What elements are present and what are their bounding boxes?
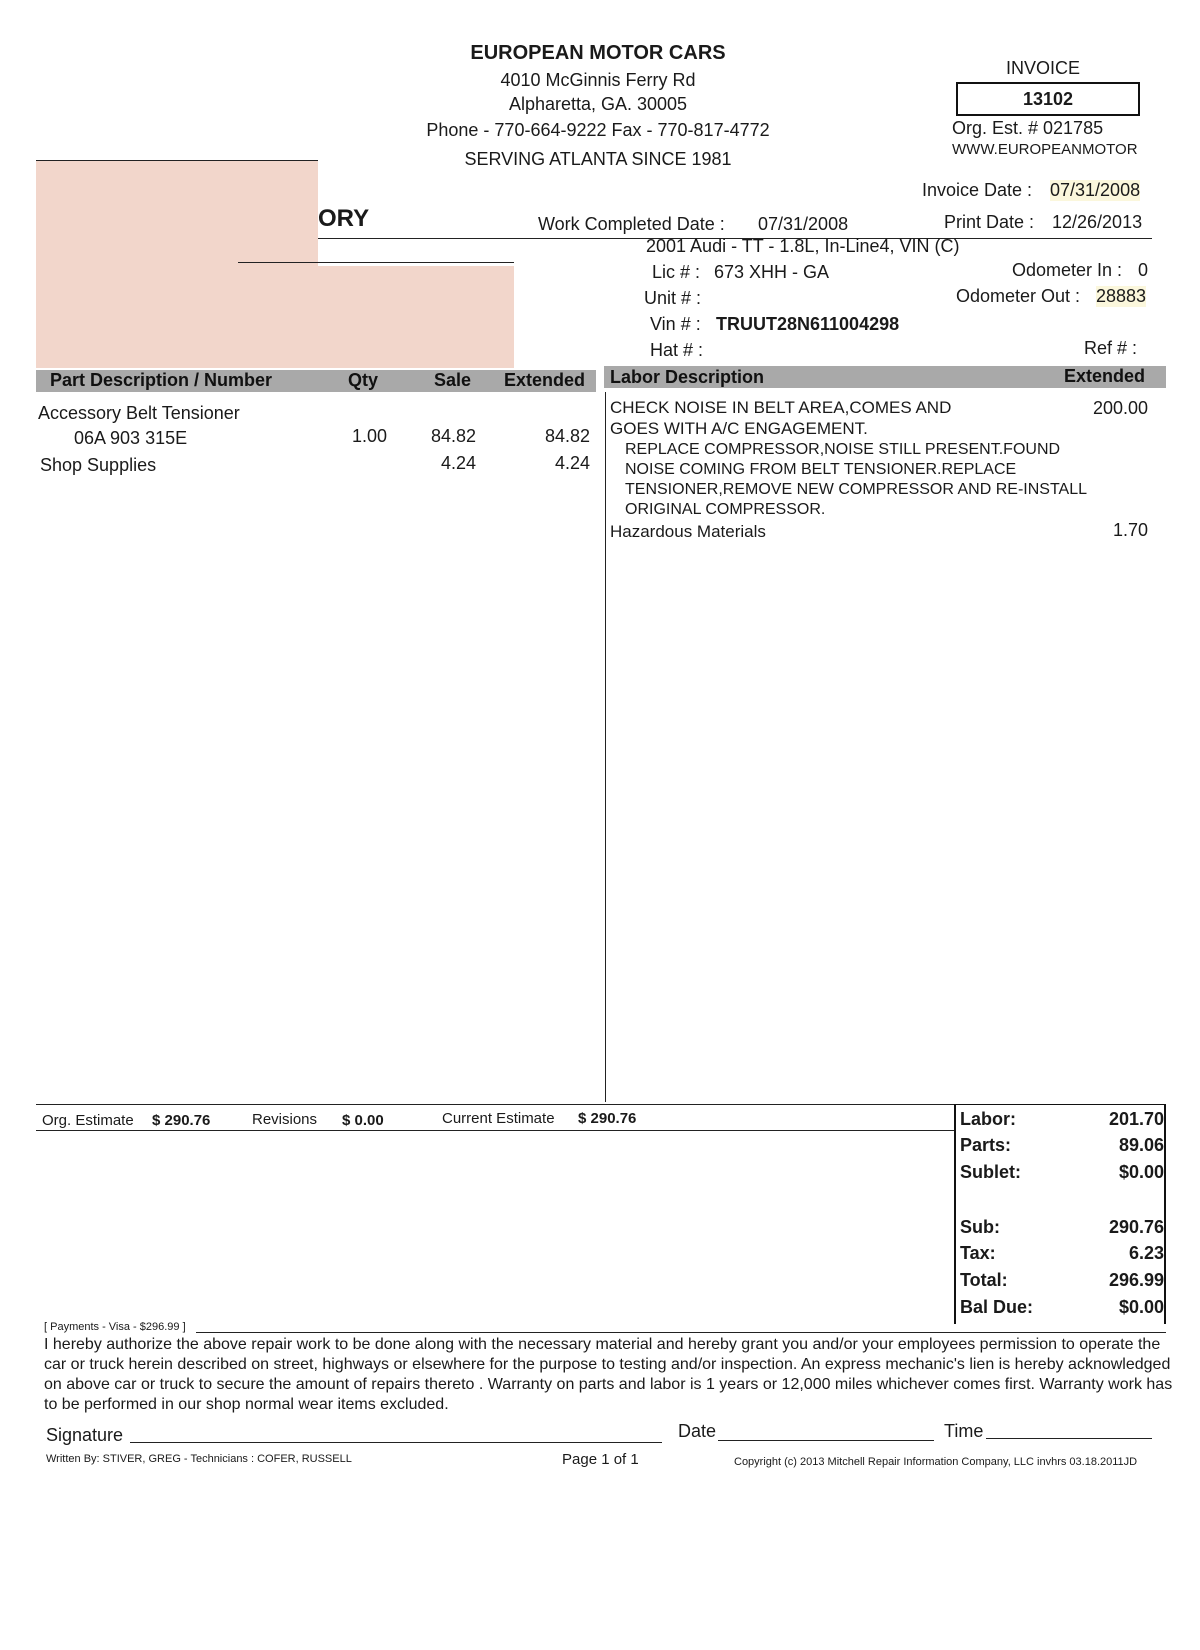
labor-header-description: Labor Description xyxy=(610,367,765,387)
odometer-out-label: Odometer Out : xyxy=(956,286,1081,306)
labor-note-line4: ORIGINAL COMPRESSOR. xyxy=(625,501,826,518)
parts-header-extended: Extended xyxy=(504,370,586,390)
shop-address-line2: Alpharetta, GA. 30005 xyxy=(508,94,688,114)
balance-due-label: Bal Due: xyxy=(960,1297,1034,1317)
org-estimate-label: Org. Estimate xyxy=(42,1112,134,1129)
vin-label: Vin # : xyxy=(650,314,701,334)
part-sale: 4.24 xyxy=(440,453,476,473)
sublet-total-label: Sublet: xyxy=(960,1162,1021,1182)
odometer-in-value: 0 xyxy=(1138,260,1149,280)
labor-note-line1: REPLACE COMPRESSOR,NOISE STILL PRESENT.FOUND xyxy=(625,441,1061,458)
print-date-label: Print Date : xyxy=(944,212,1035,232)
parts-header-qty: Qty xyxy=(348,370,379,390)
work-completed-date: 07/31/2008 xyxy=(758,214,849,234)
unit-label: Unit # : xyxy=(644,288,702,308)
shop-website: WWW.EUROPEANMOTOR xyxy=(952,141,1138,158)
time-line[interactable] xyxy=(986,1438,1152,1439)
time-label: Time xyxy=(944,1421,984,1441)
part-extended: 4.24 xyxy=(554,453,590,473)
odometer-out-value: 28883 xyxy=(1096,286,1147,306)
part-description: Shop Supplies xyxy=(40,455,157,475)
labor-total-label: Labor: xyxy=(960,1109,1016,1129)
written-by: Written By: STIVER, GREG - Technicians : COFER, RUSSELL xyxy=(46,1453,352,1465)
shop-address-line1: 4010 McGinnis Ferry Rd xyxy=(500,70,696,90)
vehicle-description: 2001 Audi - TT - 1.8L, In-Line4, VIN (C) xyxy=(646,236,960,256)
labor-note-line3: TENSIONER,REMOVE NEW COMPRESSOR AND RE-INSTALL xyxy=(625,481,1087,498)
invoice-date: 07/31/2008 xyxy=(1050,180,1141,200)
part-qty: 1.00 xyxy=(352,426,388,446)
sublet-total-value: $0.00 xyxy=(1118,1162,1164,1182)
shop-name: EUROPEAN MOTOR CARS xyxy=(470,42,726,64)
org-estimate-value: $ 290.76 xyxy=(152,1112,211,1129)
labor-extended: 1.70 xyxy=(1112,520,1148,540)
parts-header-sale: Sale xyxy=(434,370,472,390)
ref-label: Ref # : xyxy=(1084,338,1138,358)
date-label: Date xyxy=(678,1421,717,1441)
revisions-value: $ 0.00 xyxy=(342,1112,384,1129)
redacted-customer-block-2 xyxy=(238,266,514,368)
balance-due-value: $0.00 xyxy=(1118,1297,1164,1317)
labor-description-line1: CHECK NOISE IN BELT AREA,COMES AND xyxy=(610,398,952,417)
org-estimate-number: Org. Est. # 021785 xyxy=(952,118,1104,138)
subtotal-label: Sub: xyxy=(960,1217,1000,1237)
revisions-label: Revisions xyxy=(252,1111,318,1128)
current-estimate-value: $ 290.76 xyxy=(578,1110,637,1127)
labor-header-extended: Extended xyxy=(1064,366,1146,386)
print-date: 12/26/2013 xyxy=(1052,212,1143,232)
history-title-fragment: ORY xyxy=(318,205,370,232)
rule-estimates-bottom xyxy=(36,1130,954,1131)
page-number: Page 1 of 1 xyxy=(562,1451,639,1468)
parts-total-value: 89.06 xyxy=(1118,1135,1164,1155)
part-description: Accessory Belt Tensioner xyxy=(38,403,240,423)
signature-label: Signature xyxy=(46,1425,124,1445)
rule-customer-mid xyxy=(238,262,514,263)
copyright: Copyright (c) 2013 Mitchell Repair Information Company, LLC invhrs 03.18.2011JD xyxy=(734,1456,1138,1468)
license-label: Lic # : xyxy=(652,262,701,282)
payments-line: [ Payments - Visa - $296.99 ] xyxy=(44,1321,186,1333)
part-sale: 84.82 xyxy=(430,426,476,446)
invoice-label: INVOICE xyxy=(1006,58,1081,78)
parts-header-description: Part Description / Number xyxy=(50,370,273,390)
labor-description-line1: Hazardous Materials xyxy=(610,522,766,541)
work-completed-label: Work Completed Date : xyxy=(538,214,725,234)
invoice-number: 13102 xyxy=(956,82,1140,116)
current-estimate-label: Current Estimate xyxy=(442,1110,555,1127)
vin-value: TRUUT28N611004298 xyxy=(716,314,900,334)
license-value: 673 XHH - GA xyxy=(714,262,830,282)
labor-note-line2: NOISE COMING FROM BELT TENSIONER.REPLACE xyxy=(625,461,1017,478)
hat-label: Hat # : xyxy=(650,340,704,360)
part-number: 06A 903 315E xyxy=(74,428,188,448)
grand-total-label: Total: xyxy=(960,1270,1008,1290)
labor-extended: 200.00 xyxy=(1092,398,1148,418)
date-line[interactable] xyxy=(718,1440,934,1441)
labor-total-value: 201.70 xyxy=(1108,1109,1164,1129)
rule-payments xyxy=(196,1332,1166,1333)
signature-line[interactable] xyxy=(130,1442,662,1443)
warranty-authorization-text: I hereby authorize the above repair work to be done along with the necessary material and hereby grant you and/or your employees permission to operate the car or truck herein described on street, highways or elsewhere for the purpose to testing and/or inspection. An express mechanic's lien is hereby acknowledged on above car or truck to secure the amount of repairs thereto . Warranty on parts and labor is 1 years or 12,000 miles whichever comes first. Warranty work has to be performed in our shop normal wear items excluded. xyxy=(44,1336,1173,1413)
column-divider xyxy=(605,392,606,1102)
odometer-in-label: Odometer In : xyxy=(1012,260,1123,280)
parts-total-label: Parts: xyxy=(960,1135,1012,1155)
labor-description-line2: GOES WITH A/C ENGAGEMENT. xyxy=(610,419,868,438)
part-extended: 84.82 xyxy=(544,426,590,446)
tax-label: Tax: xyxy=(960,1243,996,1263)
grand-total-value: 296.99 xyxy=(1108,1270,1164,1290)
shop-phone-fax: Phone - 770-664-9222 Fax - 770-817-4772 xyxy=(426,120,770,140)
tax-value: 6.23 xyxy=(1128,1243,1164,1263)
rule-customer-top xyxy=(36,160,318,161)
subtotal-value: 290.76 xyxy=(1108,1217,1164,1237)
shop-slogan: SERVING ATLANTA SINCE 1981 xyxy=(464,149,732,169)
invoice-date-label: Invoice Date : xyxy=(922,180,1033,200)
